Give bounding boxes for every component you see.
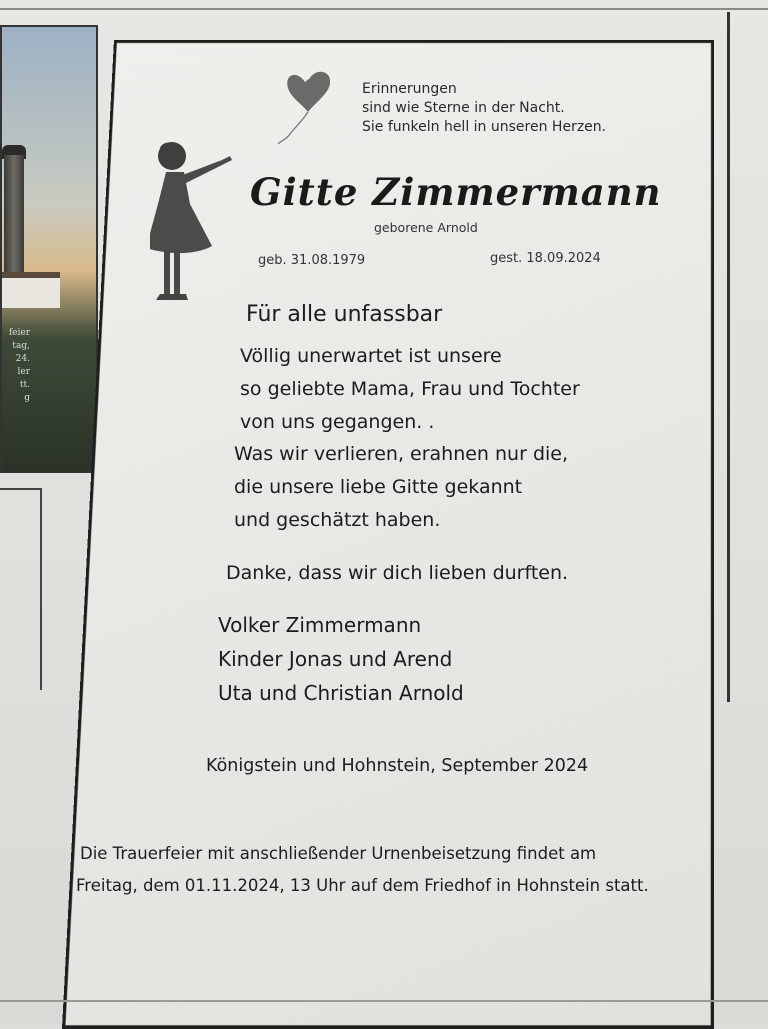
neighbor-ad-line: feier [8, 328, 30, 338]
mourners-list [218, 608, 464, 710]
memorial-quote [362, 80, 702, 137]
text-line: so geliebte Mama, Frau und Tochter [240, 378, 580, 400]
thanks-line: Danke, dass wir dich lieben durften. [226, 562, 569, 584]
message-heading: Für alle unfassbar [246, 302, 443, 327]
funeral-line: Freitag, dem 01.11.2024, 13 Uhr auf dem Friedhof in Hohnstein statt. [76, 876, 649, 895]
neighbor-ad-line: 24. [15, 354, 30, 364]
neighbor-ad-frame [0, 488, 42, 690]
neighbor-ad-line: g [24, 393, 30, 403]
neighbor-ad-frame-right [727, 12, 768, 702]
neighbor-ad-line: tag, [12, 341, 30, 351]
quote-line: Sie funkeln hell in unseren Herzen. [362, 119, 607, 135]
text-line: und geschätzt haben. [234, 509, 441, 531]
funeral-announcement [76, 838, 649, 902]
maiden-name: geborene Arnold [374, 220, 478, 235]
text-line: von uns gegangen. . [240, 411, 435, 433]
neighbor-ad-line: ler [17, 367, 30, 377]
text-line: Was wir verlieren, erahnen nur die, [234, 443, 569, 465]
message-paragraph-1 [240, 340, 580, 439]
lighthouse-tower [4, 155, 24, 285]
neighbor-ad-text [4, 327, 30, 405]
place-and-date: Königstein und Hohnstein, September 2024 [206, 756, 589, 776]
keeper-house [2, 272, 60, 308]
neighbor-ad-photo [0, 25, 98, 473]
death-date: gest. 18.09.2024 [490, 251, 601, 266]
message-paragraph-2 [234, 438, 568, 537]
deceased-name: Gitte Zimmermann [250, 170, 662, 214]
mourner: Kinder Jonas und Arend [218, 647, 453, 671]
column-rule-top [0, 8, 768, 10]
text-line: Völlig unerwartet ist unsere [240, 345, 502, 367]
text-line: die unsere liebe Gitte gekannt [234, 476, 523, 498]
quote-line: Erinnerungen [362, 81, 457, 97]
birth-date: geb. 31.08.1979 [258, 253, 366, 268]
mourner: Volker Zimmermann [218, 613, 422, 637]
mourner: Uta und Christian Arnold [218, 681, 464, 705]
neighbor-ad-line: tt. [19, 380, 30, 390]
funeral-line: Die Trauerfeier mit anschließender Urnenbeisetzung findet am [80, 844, 597, 863]
column-rule-bottom [0, 1000, 768, 1002]
quote-line: sind wie Sterne in der Nacht. [362, 100, 565, 116]
